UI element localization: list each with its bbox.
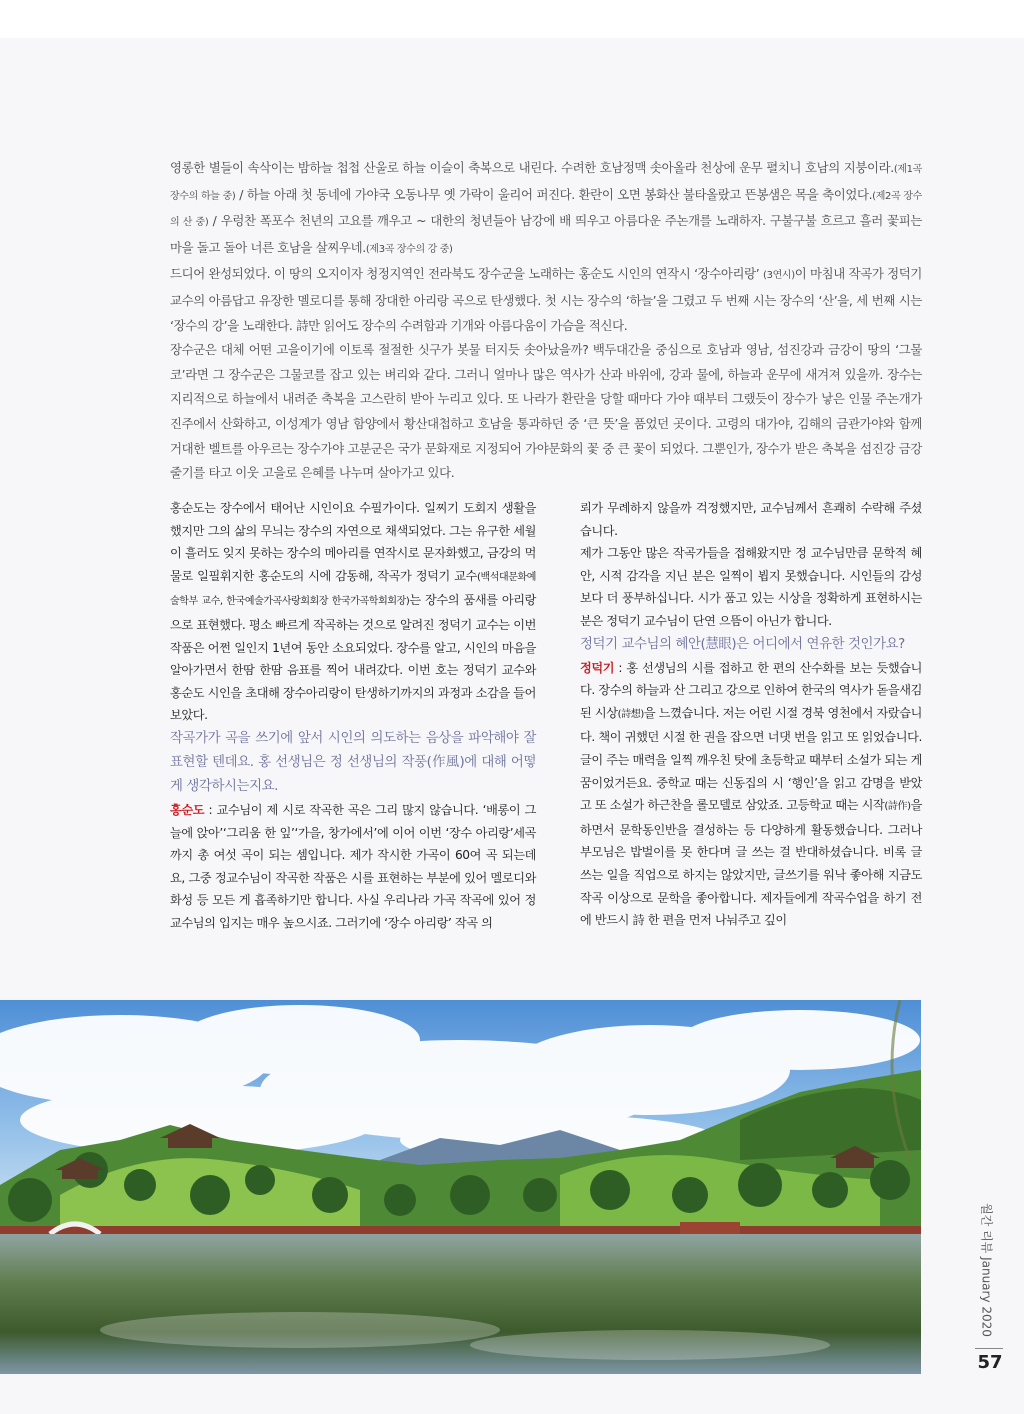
article-left-column	[170, 497, 536, 935]
landscape-photo	[0, 1000, 921, 1374]
intro-paragraph-completion: 드디어 완성되었다. 이 땅의 오지이자 청정지역인 전라북도 장수군을 노래하는 홍순도 시인의 연작시 ‘장수아리랑’ (3연시)이 마침내 작곡가 정덕기 교수의 아름답고 유장한 멜로디를 통해 장대한 아리랑 곡으로 탄생했다. 첫 시는 장수의 ‘하늘’을 그렸고 두 번째 시는 장수의 ‘산’을, 세 번째 시는 ‘장수의 강’을 노래한다. 詩만 읽어도 장수의 수려함과 기개와 아름다움이 가슴을 적신다.	[170, 266, 922, 333]
answer-paragraph-2: 제가 그동안 많은 작곡가들을 접해왔지만 정 교수님만큼 문학적 혜안, 시적 감각을 지닌 분은 일찍이 뵙지 못했습니다. 시인들의 감성보다 더 풍부하십니다. 시가 품고 있는 시상을 정확하게 표현하시는 분은 정덕기 교수님이 단연 으뜸이 아닌가 합니다.	[580, 546, 922, 628]
interview-question-1: 작곡가가 곡을 쓰기에 앞서 시인의 의도하는 음상을 파악해야 잘 표현할 텐데요. 홍 선생님은 정 선생님의 작풍(作風)에 대해 어떻게 생각하시는지요.	[170, 730, 536, 794]
article-right-column	[580, 497, 922, 932]
page-number: 57	[977, 1352, 1003, 1373]
page-number-rule	[975, 1348, 1003, 1349]
interview-answer-1: 홍순도 : 교수님이 제 시로 작곡한 곡은 그리 많지 않습니다. ‘배롱이 그늘에 앉아’‘그리움 한 잎’‘가을, 창가에서’에 이어 이번 ‘장수 아리랑’세곡까지 총 여섯 곡이 되는 셈입니다. 제가 작시한 가곡이 60여 곡 되는데요, 그중 정교수님이 작곡한 작품은 시를 표현하는 부분에 있어 멜로디와 화성 등 모든 게 흡족하기만 합니다. 사실 우리나라 가곡 작곡에 있어 정 교수님의 입지는 매우 높으시죠. 그러기에 ‘장수 아리랑’ 작곡 의	[170, 802, 536, 930]
speaker-name: 홍순도	[170, 802, 205, 817]
lead-paragraph: 홍순도는 장수에서 태어난 시인이요 수필가이다. 일찌기 도회지 생활을 했지만 그의 삶의 무늬는 장수의 자연으로 채색되었다. 그는 유구한 세월이 흘러도 잊지 못하는 장수의 메아리를 연작시로 문자화했고, 금강의 먹물로 일필휘지한 홍순도의 시에 감동해, 작곡가 정덕기 교수(백석대문화예술학부 교수, 한국예술가곡사랑회회장 한국가곡학회회장)는 장수의 품새를 아리랑으로 표현했다. 평소 빠르게 작곡하는 것으로 알려진 정덕기 교수는 이번 작품은 어쩐 일인지 1년여 동안 소요되었다. 장수를 알고, 시인의 마음을 알아가면서 한땀 한땀 음표를 찍어 내려갔다. 이번 호는 정덕기 교수와 홍순도 시인을 초대해 장수아리랑이 탄생하기까지의 과정과 소감을 들어보았다.	[170, 501, 537, 723]
intro-text	[170, 156, 922, 486]
speaker-name: 정덕기	[580, 660, 615, 675]
answer-continuation: 뢰가 무례하지 않을까 걱정했지만, 교수님께서 흔쾌히 수락해 주셨습니다.	[580, 501, 922, 538]
interview-answer-2: 정덕기 : 홍 선생님의 시를 접하고 한 편의 산수화를 보는 듯했습니다. 장수의 하늘과 산 그리고 강으로 인하여 한국의 역사가 돋을새김 된 시상(詩想)을 느꼈습니다. 저는 어린 시절 경북 영천에서 자랐습니다. 책이 귀했던 시절 한 권을 잡으면 너댓 번을 읽고 또 읽었습니다. 글이 주는 매력을 일찍 깨우친 탓에 초등학교 때부터 소설가 되는 게 꿈이었거든요. 중학교 때는 신동집의 시 ‘행인’을 읽고 감명을 받았고 또 소설가 하근찬을 롤모델로 삼았죠. 고등학교 때는 시작(詩作)을 하면서 문학동인반을 결성하는 등 다양하게 활동했습니다. 그러나 부모님은 밥벌이를 못 한다며 글 쓰는 걸 반대하셨습니다. 비록 글 쓰는 일을 직업으로 하지는 않았지만, 글쓰기를 워낙 좋아해 지금도 작곡 이상으로 문학을 좋아합니다. 제자들에게 작곡수업을 하기 전에 반드시 詩 한 편을 먼저 나눠주고 깊이	[580, 660, 923, 928]
magazine-title: 월간 리뷰 January 2020	[979, 1203, 994, 1337]
intro-paragraph-jangsu: 장수군은 대체 어떤 고을이기에 이토록 절절한 싯구가 봇물 터지듯 솟아났을까? 백두대간을 중심으로 호남과 영남, 섬진강과 금강이 땅의 ‘그물코’라면 그 장수군은 그물코를 잡고 있는 벼리와 같다. 그러니 얼마나 많은 역사가 산과 바위에, 강과 물에, 하늘과 운무에 새겨져 있을까. 장수는 지리적으로 하늘에서 내려준 축복을 고스란히 받아 누리고 있다. 또 나라가 환란을 당할 때마다 가야 때부터 그랬듯이 장수가 낳은 인물 주논개가 진주에서 산화하고, 이성계가 영남 함양에서 황산대첩하고 호남을 통과하던 중 ‘큰 뜻’을 품었던 곳이다. 고령의 대가야, 김해의 금관가야와 함께 거대한 벨트를 아우르는 장수가야 고분군은 국가 문화재로 지정되어 가야문화의 꽃 중 큰 꽃이 되었다. 그뿐인가, 장수가 받은 축복을 섬진강 금강 줄기를 타고 이웃 고을로 은혜를 나누며 살아가고 있다.	[170, 342, 922, 481]
interview-question-2: 정덕기 교수님의 혜안(慧眼)은 어디에서 연유한 것인가요?	[580, 636, 905, 652]
intro-paragraph-poem: 영롱한 별들이 속삭이는 밤하늘 첩첩 산울로 하늘 이슬이 축복으로 내린다. 수려한 호남정맥 솟아올라 천상에 운무 펼치니 호남의 지붕이라.(제1곡 장수의 하늘 중) / 하늘 아래 첫 동네에 가야국 오동나무 옛 가락이 울리어 퍼진다. 환란이 오면 봉화산 불타올랐고 뜬봉샘은 목을 축이었다.(제2곡 장수의 산 중) / 우렁찬 폭포수 천년의 고요를 깨우고 ~ 대한의 청년들아 남강에 배 띄우고 아름다운 주논개를 노래하자. 구불구불 흐르고 흘러 꽃피는 마을 돌고 돌아 너른 호남을 살찌우네.(제3곡 장수의 강 중)	[170, 160, 922, 255]
